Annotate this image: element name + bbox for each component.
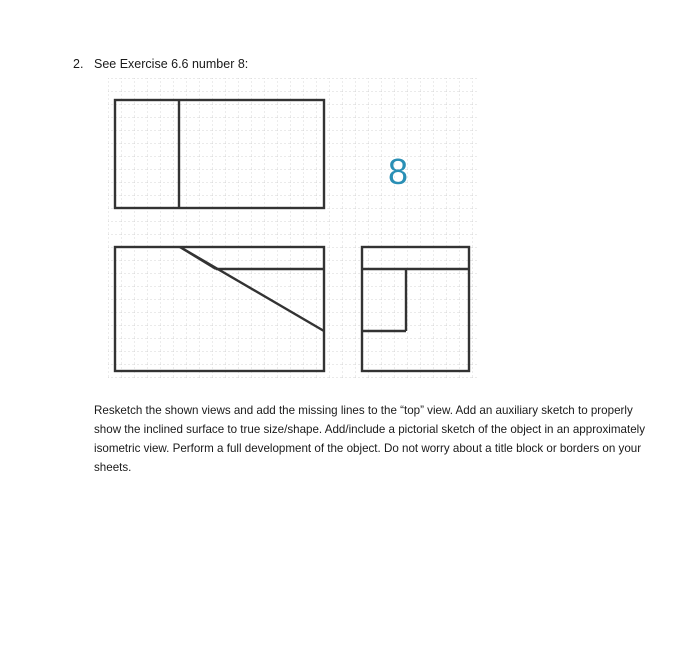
question-number: 2. [73, 57, 84, 71]
question-heading: See Exercise 6.6 number 8: [94, 57, 249, 71]
orthographic-drawing [108, 78, 478, 380]
exercise-number-label: 8 [388, 151, 409, 192]
instructions-paragraph: Resketch the shown views and add the missing lines to the “top” view. Add an auxiliary sketch to properly show the inclined surface to true size/shape. Add/include a pictorial sketch of the object in an approximately isometric view. Perform a full development of the object. Do not worry about a title block or borders on your sheets. [94, 404, 646, 474]
grid-paper [108, 78, 478, 380]
